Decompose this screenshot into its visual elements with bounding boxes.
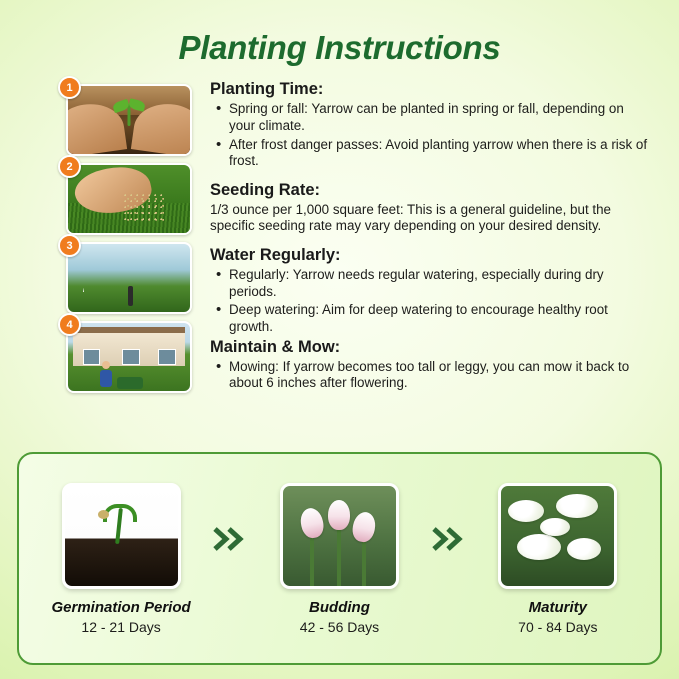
stage-title: Budding xyxy=(309,598,370,616)
growth-timeline-box xyxy=(17,452,662,665)
step-photo-3 xyxy=(66,239,188,310)
list-item: • Spring or fall: Yarrow can be planted in spring or fall, depending on your climate. xyxy=(229,101,653,134)
step-number-badge-2: 2 xyxy=(58,155,81,178)
stage-title: Germination Period xyxy=(51,598,191,616)
section-heading-water-regularly: Water Regularly: xyxy=(210,246,341,265)
window-shape-2 xyxy=(122,349,140,365)
planting-time-list xyxy=(210,101,653,169)
step-photo-1 xyxy=(66,81,188,152)
stage-title: Maturity xyxy=(528,598,588,616)
person-shape xyxy=(100,361,112,387)
stalk-shape-1 xyxy=(310,532,314,586)
seeds-shape xyxy=(124,194,165,224)
stage-duration: 70 - 84 Days xyxy=(518,618,598,635)
hands-holding-soil-seedling-photo xyxy=(66,84,192,156)
flower-shape-2 xyxy=(556,494,598,518)
hand-spreading-seed-on-lawn-photo xyxy=(66,163,192,235)
list-item: • Deep watering: Aim for deep watering to encourage healthy root growth. xyxy=(229,302,653,335)
step-number-badge-4: 4 xyxy=(58,313,81,336)
bud-shape-2 xyxy=(328,500,350,530)
list-item: • Regularly: Yarrow needs regular watering, especially during dry periods. xyxy=(229,267,653,300)
bud-shape-3 xyxy=(350,510,377,544)
stalk-shape-3 xyxy=(362,536,366,586)
flower-shape-1 xyxy=(508,500,544,522)
list-item: • Mowing: If yarrow becomes too tall or leggy, you can mow it back to about 6 inches after flowering. xyxy=(229,359,653,392)
maintain-and-mow-list xyxy=(210,359,653,392)
flower-shape-4 xyxy=(567,538,601,560)
water-spray-shape xyxy=(83,254,171,292)
flower-shape-5 xyxy=(540,518,570,536)
water-regularly-list xyxy=(210,267,653,335)
bud-shape-1 xyxy=(298,506,326,540)
instructions-text-column xyxy=(210,80,653,394)
step-photo-2 xyxy=(66,160,188,231)
stage-duration: 12 - 21 Days xyxy=(81,618,161,635)
window-shape-1 xyxy=(83,349,101,365)
step-number-badge-3: 3 xyxy=(58,234,81,257)
section-heading-maintain-and-mow: Maintain & Mow: xyxy=(210,337,341,356)
white-yarrow-flowers-photo xyxy=(498,483,617,589)
sprinkler-watering-lawn-photo xyxy=(66,242,192,314)
instructions-section xyxy=(0,66,679,394)
step-number-badge-1: 1 xyxy=(58,76,81,99)
sprout-leaf-right-shape xyxy=(128,98,146,112)
double-chevron-right-icon xyxy=(213,526,247,552)
flower-buds-photo xyxy=(280,483,399,589)
sprout-seedling-photo xyxy=(62,483,181,589)
step-photo-column xyxy=(66,80,192,394)
seeding-rate-paragraph: 1/3 ounce per 1,000 square feet: This is a general guideline, but the specific seeding rate may vary depending on your desired density. xyxy=(210,201,612,234)
sprinkler-head-shape xyxy=(128,286,133,306)
page-title: Planting Instructions xyxy=(178,29,501,66)
stalk-shape-2 xyxy=(337,524,341,586)
stage-duration: 42 - 56 Days xyxy=(299,618,380,635)
man-mowing-lawn-photo xyxy=(66,321,192,393)
step-photo-4 xyxy=(66,318,188,389)
timeline-stage-budding xyxy=(255,483,423,635)
timeline-stage-maturity xyxy=(474,483,642,635)
window-shape-3 xyxy=(158,349,176,365)
lawn-mower-shape xyxy=(117,377,143,389)
timeline-stage-germination xyxy=(37,483,205,635)
list-item: • After frost danger passes: Avoid planting yarrow when there is a risk of frost. xyxy=(229,137,653,170)
section-heading-seeding-rate: Seeding Rate: xyxy=(210,180,321,199)
seed-casing-shape xyxy=(98,510,109,519)
flower-shape-3 xyxy=(517,534,561,560)
double-chevron-right-icon xyxy=(432,526,466,552)
section-heading-planting-time: Planting Time: xyxy=(210,80,324,99)
